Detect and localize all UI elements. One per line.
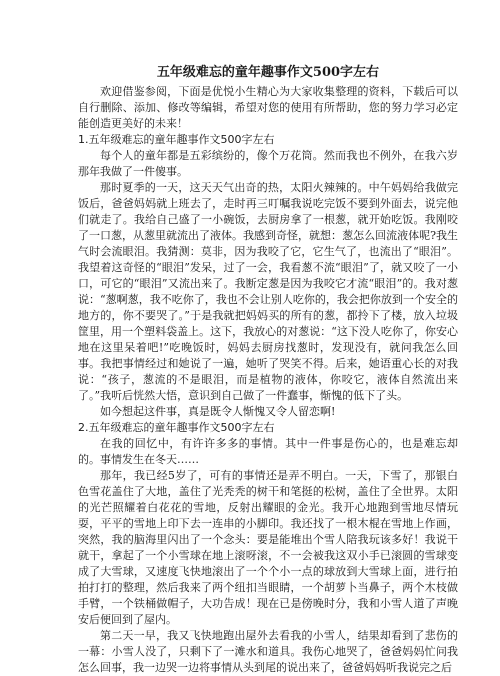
body-paragraph: 在我的回忆中，有许许多多的事情。其中一件事是伤心的，也是难忘却的。事情发生在冬天…… <box>78 437 458 466</box>
body-paragraph: 那年，我已经5岁了，可有的事情还是弄不明白。一天，下雪了，那银白色雪花盖住了大地，盖住了光秃秃的树干和笔挺的松树，盖住了全世界。太阳的光芒照耀着白花花的雪地，反射出耀眼的金光。我开心地跑到雪地尽情玩耍，平平的雪地上印下去一连串的小脚印。我还找了一根木棍在雪地上作画，突然，我的脑海里闪出了一个念头：要是能堆出个雪人陪我玩该多好！我说干就干，拿起了一个小雪球在地上滚呀滚，不一会被我这双小手已滚圆的雪球变成了大雪球，又速度飞快地滚出了一个个小一点的球放到大雪球上面，进行拍拍打打的整理，然后我来了两个纽扣当眼睛，一个胡萝卜当鼻子，两个木枝做手臂，一个铁桶做帽子，大功告成！现在已是傍晚时分，我和小雪人道了声晚安后便回到了屋内。 <box>78 469 458 626</box>
body-paragraph: 每个人的童年都是五彩缤纷的，像个万花筒。然而我也不例外，在我六岁那年我做了一件傻事。 <box>78 149 458 178</box>
intro-paragraph: 欢迎借鉴参阅，下面是优悦小生精心为大家收集整理的资料，下载后可以自行删除、添加、修改等编辑，希望对您的使用有所帮助，您的努力学习必定能创造更美好的未来！ <box>78 85 458 130</box>
body-paragraph: 如今想起这件事，真是既令人惭愧又令人留恋啊! <box>100 405 336 418</box>
section-heading: 1.五年级难忘的童年趣事作文500字左右 <box>78 133 275 146</box>
section-2 <box>78 420 458 676</box>
section-heading: 2.五年级难忘的童年趣事作文500字左右 <box>78 421 275 434</box>
body-paragraph: 第二天一早，我又飞快地跑出屋外去看我的小雪人，结果却看到了悲伤的一幕：小雪人没了，只剩下了一滩水和道具。我伤心地哭了，爸爸妈妈忙问我怎么回事，我一边哭一边将事情从头到尾的说出来了，爸爸妈妈听我说完之后 <box>78 629 458 674</box>
document-title: 五年级难忘的童年趣事作文500字左右 <box>156 65 380 80</box>
body-paragraph: 那时夏季的一天，这天天气出奇的热，太阳火辣辣的。中午妈妈给我做完饭后，爸爸妈妈就上班去了，走时再三叮嘱我说吃完饭不要到外面去，说完他们就走了。我给自己盛了一小碗饭，去厨房拿了一根葱，就开始吃饭。我刚咬了一口葱，从葱里就流出了液体。我感到奇怪，就想：葱怎么回流液体呢?我生气时会流眼泪。我猜测：莫非，因为我咬了它，它生气了，也流出了“眼泪”。我望着这奇怪的“眼泪”发呆，过了一会，我看葱不流“眼泪”了，就又咬了一小口，可它的“眼泪”又流出来了。我断定葱是因为我咬它才流“眼泪”的。我对葱说：“葱啊葱，我不吃你了，我也不会让别人吃你的，我会把你放到一个安全的地方的，你不要哭了。”于是我就把妈妈买的所有的葱，都拎下了楼，放入垃圾筐里，用一个塑料袋盖上。这下，我放心的对葱说：“这下没人吃你了，你安心地在这里呆着吧!”吃晚饭时，妈妈去厨房找葱时，发现没有，就问我怎么回事。我把事情经过和她说了一遍，她听了哭笑不得。后来，她语重心长的对我说：“孩子，葱流的不是眼泪，而是植物的液体，你咬它，液体自然流出来了。”我听后恍然大悟，意识到自己做了一件蠢事，惭愧的低下了头。 <box>78 181 458 402</box>
section-1 <box>78 132 458 420</box>
